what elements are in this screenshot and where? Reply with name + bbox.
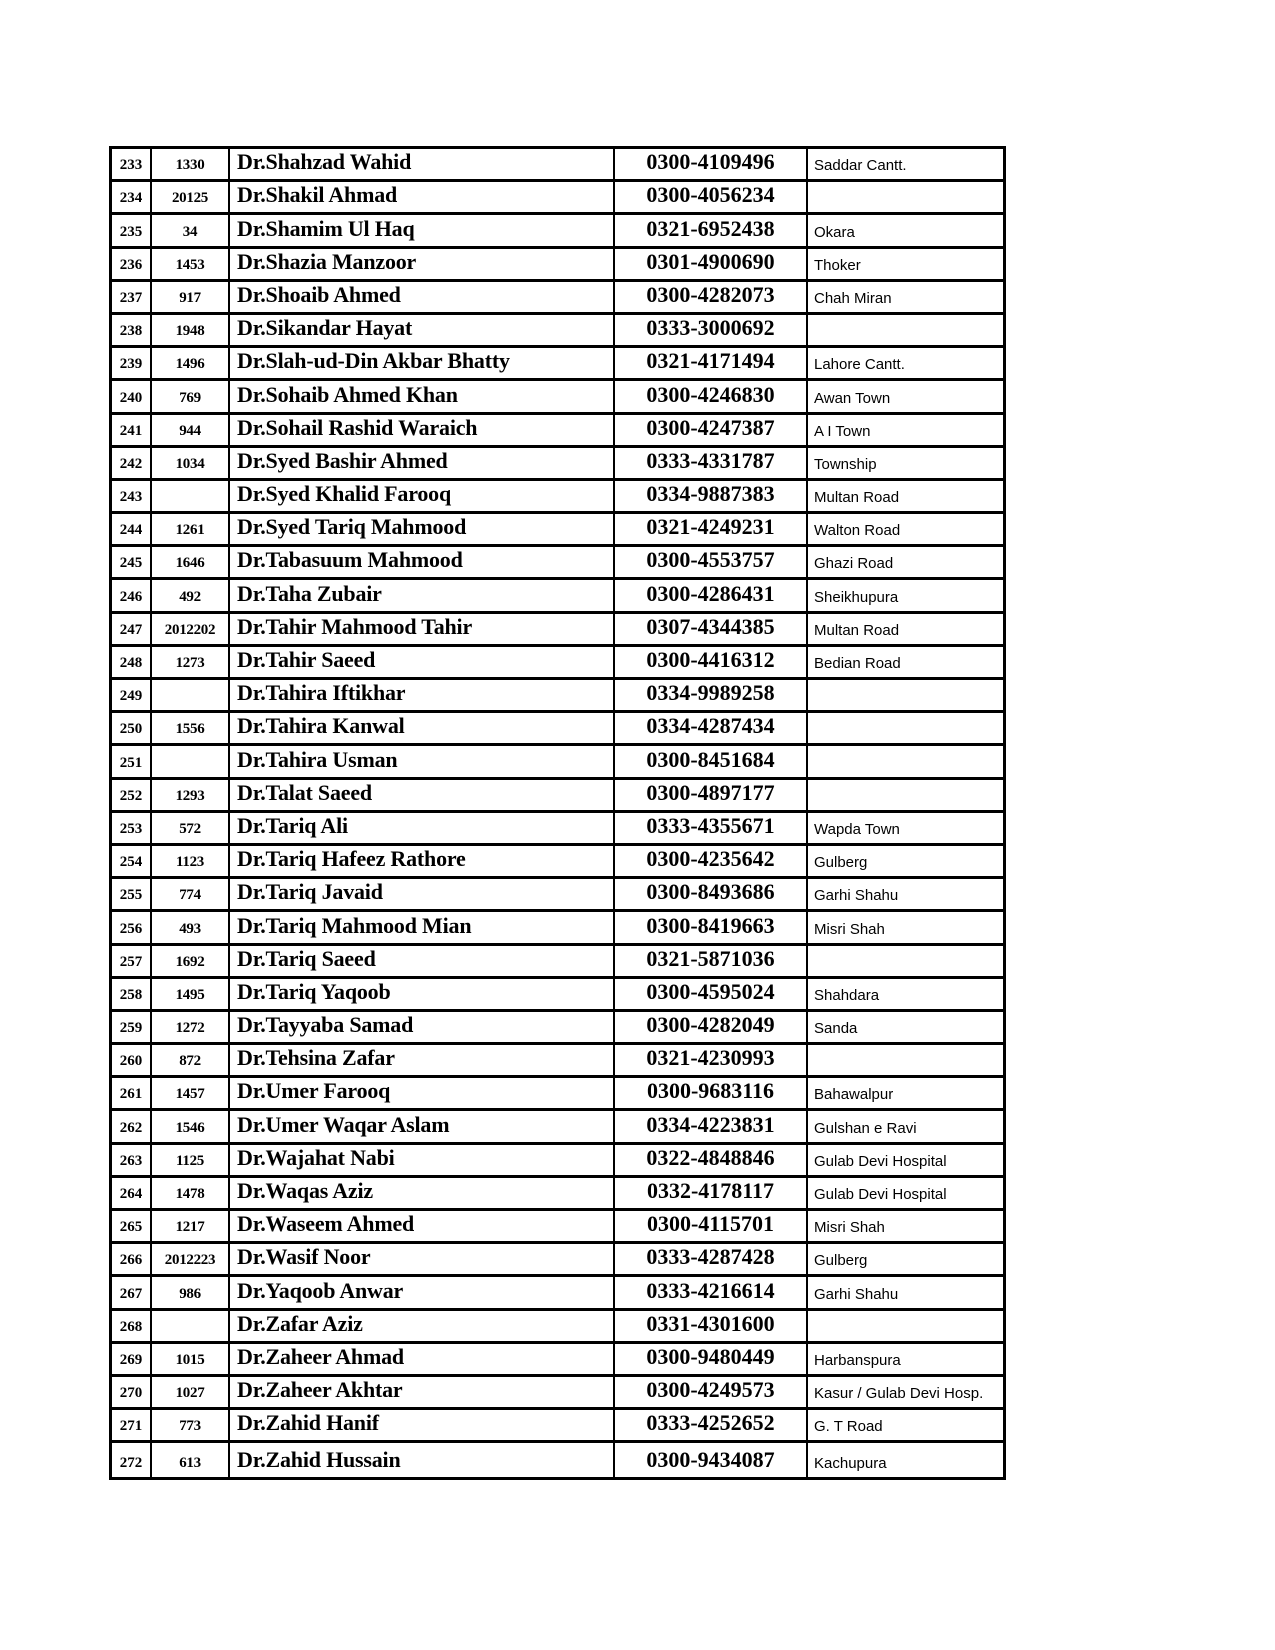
serial-number-cell: 265 — [112, 1211, 152, 1244]
phone-number-cell: 0300-4282049 — [615, 1012, 808, 1045]
registration-id-cell: 493 — [152, 912, 230, 945]
registration-id-cell: 1217 — [152, 1211, 230, 1244]
location-cell: Shahdara — [808, 979, 1003, 1012]
location-cell — [808, 315, 1003, 348]
serial-number-cell: 264 — [112, 1178, 152, 1211]
location-cell: Gulberg — [808, 846, 1003, 879]
phone-number-cell: 0300-4246830 — [615, 381, 808, 414]
serial-number-cell: 236 — [112, 249, 152, 282]
table-row — [112, 946, 1003, 979]
location-cell: Harbanspura — [808, 1344, 1003, 1377]
phone-number-cell: 0332-4178117 — [615, 1178, 808, 1211]
serial-number-cell: 233 — [112, 149, 152, 182]
location-cell: Awan Town — [808, 381, 1003, 414]
registration-id-cell: 492 — [152, 580, 230, 613]
registration-id-cell: 613 — [152, 1443, 230, 1476]
doctor-name-cell: Dr.Zahid Hanif — [230, 1410, 615, 1443]
table-row — [112, 680, 1003, 713]
table-row — [112, 614, 1003, 647]
table-row — [112, 1311, 1003, 1344]
registration-id-cell: 20125 — [152, 182, 230, 215]
registration-id-cell: 1272 — [152, 1012, 230, 1045]
doctor-name-cell: Dr.Umer Farooq — [230, 1078, 615, 1111]
location-cell — [808, 713, 1003, 746]
registration-id-cell: 2012223 — [152, 1244, 230, 1277]
registration-id-cell: 1948 — [152, 315, 230, 348]
table-row — [112, 1145, 1003, 1178]
phone-number-cell: 0333-4331787 — [615, 448, 808, 481]
doctor-name-cell: Dr.Umer Waqar Aslam — [230, 1111, 615, 1144]
registration-id-cell: 34 — [152, 215, 230, 248]
registration-id-cell: 1453 — [152, 249, 230, 282]
table-row — [112, 249, 1003, 282]
doctor-name-cell: Dr.Syed Khalid Farooq — [230, 481, 615, 514]
location-cell: Township — [808, 448, 1003, 481]
serial-number-cell: 238 — [112, 315, 152, 348]
phone-number-cell: 0321-6952438 — [615, 215, 808, 248]
doctor-name-cell: Dr.Sohaib Ahmed Khan — [230, 381, 615, 414]
serial-number-cell: 256 — [112, 912, 152, 945]
location-cell — [808, 946, 1003, 979]
serial-number-cell: 263 — [112, 1145, 152, 1178]
doctor-name-cell: Dr.Tariq Saeed — [230, 946, 615, 979]
location-cell: Sanda — [808, 1012, 1003, 1045]
phone-number-cell: 0333-4355671 — [615, 813, 808, 846]
serial-number-cell: 254 — [112, 846, 152, 879]
phone-number-cell: 0300-4249573 — [615, 1377, 808, 1410]
doctor-name-cell: Dr.Waqas Aziz — [230, 1178, 615, 1211]
phone-number-cell: 0300-4416312 — [615, 647, 808, 680]
registration-id-cell: 1646 — [152, 547, 230, 580]
location-cell: Gulshan e Ravi — [808, 1111, 1003, 1144]
phone-number-cell: 0300-4115701 — [615, 1211, 808, 1244]
registration-id-cell: 572 — [152, 813, 230, 846]
registration-id-cell — [152, 680, 230, 713]
phone-number-cell: 0300-4056234 — [615, 182, 808, 215]
registration-id-cell: 1293 — [152, 780, 230, 813]
phone-number-cell: 0307-4344385 — [615, 614, 808, 647]
serial-number-cell: 245 — [112, 547, 152, 580]
phone-number-cell: 0300-4897177 — [615, 780, 808, 813]
doctor-name-cell: Dr.Zaheer Akhtar — [230, 1377, 615, 1410]
table-row — [112, 1012, 1003, 1045]
registration-id-cell: 1123 — [152, 846, 230, 879]
phone-number-cell: 0333-3000692 — [615, 315, 808, 348]
registration-id-cell — [152, 481, 230, 514]
registration-id-cell: 1692 — [152, 946, 230, 979]
registration-id-cell: 1495 — [152, 979, 230, 1012]
phone-number-cell: 0334-4287434 — [615, 713, 808, 746]
serial-number-cell: 246 — [112, 580, 152, 613]
serial-number-cell: 261 — [112, 1078, 152, 1111]
location-cell: Misri Shah — [808, 1211, 1003, 1244]
phone-number-cell: 0334-9887383 — [615, 481, 808, 514]
doctors-contact-table — [109, 146, 1006, 1480]
phone-number-cell: 0331-4301600 — [615, 1311, 808, 1344]
registration-id-cell: 1027 — [152, 1377, 230, 1410]
serial-number-cell: 251 — [112, 746, 152, 779]
table-row — [112, 215, 1003, 248]
doctor-name-cell: Dr.Tehsina Zafar — [230, 1045, 615, 1078]
table-row — [112, 713, 1003, 746]
table-row — [112, 415, 1003, 448]
table-row — [112, 846, 1003, 879]
phone-number-cell: 0334-9989258 — [615, 680, 808, 713]
serial-number-cell: 235 — [112, 215, 152, 248]
doctor-name-cell: Dr.Tahira Kanwal — [230, 713, 615, 746]
serial-number-cell: 266 — [112, 1244, 152, 1277]
location-cell: Gulab Devi Hospital — [808, 1178, 1003, 1211]
table-row — [112, 182, 1003, 215]
location-cell: Lahore Cantt. — [808, 348, 1003, 381]
registration-id-cell: 1330 — [152, 149, 230, 182]
serial-number-cell: 269 — [112, 1344, 152, 1377]
phone-number-cell: 0300-4286431 — [615, 580, 808, 613]
serial-number-cell: 272 — [112, 1443, 152, 1476]
registration-id-cell: 769 — [152, 381, 230, 414]
doctor-name-cell: Dr.Syed Bashir Ahmed — [230, 448, 615, 481]
location-cell — [808, 746, 1003, 779]
registration-id-cell: 1015 — [152, 1344, 230, 1377]
phone-number-cell: 0333-4252652 — [615, 1410, 808, 1443]
serial-number-cell: 240 — [112, 381, 152, 414]
doctor-name-cell: Dr.Talat Saeed — [230, 780, 615, 813]
table-row — [112, 381, 1003, 414]
doctor-name-cell: Dr.Wajahat Nabi — [230, 1145, 615, 1178]
table-row — [112, 1443, 1003, 1476]
doctor-name-cell: Dr.Tariq Mahmood Mian — [230, 912, 615, 945]
serial-number-cell: 239 — [112, 348, 152, 381]
serial-number-cell: 244 — [112, 514, 152, 547]
table-row — [112, 1045, 1003, 1078]
phone-number-cell: 0300-4595024 — [615, 979, 808, 1012]
serial-number-cell: 243 — [112, 481, 152, 514]
registration-id-cell: 986 — [152, 1277, 230, 1310]
location-cell: Garhi Shahu — [808, 1277, 1003, 1310]
location-cell: Multan Road — [808, 614, 1003, 647]
registration-id-cell: 1496 — [152, 348, 230, 381]
serial-number-cell: 268 — [112, 1311, 152, 1344]
table-row — [112, 580, 1003, 613]
table-row — [112, 1211, 1003, 1244]
serial-number-cell: 270 — [112, 1377, 152, 1410]
registration-id-cell: 773 — [152, 1410, 230, 1443]
location-cell: Chah Miran — [808, 282, 1003, 315]
serial-number-cell: 260 — [112, 1045, 152, 1078]
doctor-name-cell: Dr.Tariq Javaid — [230, 879, 615, 912]
table-row — [112, 1410, 1003, 1443]
phone-number-cell: 0300-9434087 — [615, 1443, 808, 1476]
serial-number-cell: 247 — [112, 614, 152, 647]
table-row — [112, 149, 1003, 182]
serial-number-cell: 252 — [112, 780, 152, 813]
serial-number-cell: 267 — [112, 1277, 152, 1310]
serial-number-cell: 234 — [112, 182, 152, 215]
doctor-name-cell: Dr.Tariq Hafeez Rathore — [230, 846, 615, 879]
table-row — [112, 547, 1003, 580]
table-row — [112, 348, 1003, 381]
serial-number-cell: 271 — [112, 1410, 152, 1443]
serial-number-cell: 258 — [112, 979, 152, 1012]
phone-number-cell: 0333-4216614 — [615, 1277, 808, 1310]
serial-number-cell: 253 — [112, 813, 152, 846]
doctor-name-cell: Dr.Tahir Saeed — [230, 647, 615, 680]
location-cell: G. T Road — [808, 1410, 1003, 1443]
location-cell: Misri Shah — [808, 912, 1003, 945]
serial-number-cell: 250 — [112, 713, 152, 746]
phone-number-cell: 0321-4249231 — [615, 514, 808, 547]
registration-id-cell: 872 — [152, 1045, 230, 1078]
table-row — [112, 1377, 1003, 1410]
doctor-name-cell: Dr.Syed Tariq Mahmood — [230, 514, 615, 547]
location-cell — [808, 182, 1003, 215]
phone-number-cell: 0301-4900690 — [615, 249, 808, 282]
table-row — [112, 912, 1003, 945]
registration-id-cell: 944 — [152, 415, 230, 448]
doctor-name-cell: Dr.Slah-ud-Din Akbar Bhatty — [230, 348, 615, 381]
registration-id-cell — [152, 746, 230, 779]
table-row — [112, 647, 1003, 680]
table-row — [112, 1111, 1003, 1144]
serial-number-cell: 242 — [112, 448, 152, 481]
registration-id-cell — [152, 1311, 230, 1344]
registration-id-cell: 1034 — [152, 448, 230, 481]
table-row — [112, 1178, 1003, 1211]
doctor-name-cell: Dr.Shamim Ul Haq — [230, 215, 615, 248]
table-row — [112, 780, 1003, 813]
registration-id-cell: 1125 — [152, 1145, 230, 1178]
location-cell: Okara — [808, 215, 1003, 248]
registration-id-cell: 917 — [152, 282, 230, 315]
doctor-name-cell: Dr.Shahzad Wahid — [230, 149, 615, 182]
serial-number-cell: 241 — [112, 415, 152, 448]
registration-id-cell: 1273 — [152, 647, 230, 680]
table-row — [112, 1244, 1003, 1277]
location-cell — [808, 680, 1003, 713]
table-row — [112, 448, 1003, 481]
serial-number-cell: 248 — [112, 647, 152, 680]
phone-number-cell: 0300-8493686 — [615, 879, 808, 912]
phone-number-cell: 0300-8419663 — [615, 912, 808, 945]
doctor-name-cell: Dr.Zahid Hussain — [230, 1443, 615, 1476]
phone-number-cell: 0321-4171494 — [615, 348, 808, 381]
table-row — [112, 514, 1003, 547]
doctor-name-cell: Dr.Shakil Ahmad — [230, 182, 615, 215]
serial-number-cell: 257 — [112, 946, 152, 979]
location-cell: Sheikhupura — [808, 580, 1003, 613]
doctor-name-cell: Dr.Tayyaba Samad — [230, 1012, 615, 1045]
location-cell — [808, 780, 1003, 813]
location-cell: Kasur / Gulab Devi Hosp. — [808, 1377, 1003, 1410]
serial-number-cell: 259 — [112, 1012, 152, 1045]
registration-id-cell: 774 — [152, 879, 230, 912]
table-row — [112, 282, 1003, 315]
registration-id-cell: 1556 — [152, 713, 230, 746]
table-row — [112, 813, 1003, 846]
phone-number-cell: 0300-4109496 — [615, 149, 808, 182]
phone-number-cell: 0322-4848846 — [615, 1145, 808, 1178]
table-row — [112, 481, 1003, 514]
location-cell — [808, 1311, 1003, 1344]
registration-id-cell: 1478 — [152, 1178, 230, 1211]
table-row — [112, 746, 1003, 779]
registration-id-cell: 1261 — [152, 514, 230, 547]
table-row — [112, 879, 1003, 912]
phone-number-cell: 0300-4235642 — [615, 846, 808, 879]
location-cell: Gulberg — [808, 1244, 1003, 1277]
location-cell: A I Town — [808, 415, 1003, 448]
doctor-name-cell: Dr.Tariq Ali — [230, 813, 615, 846]
doctor-name-cell: Dr.Sohail Rashid Waraich — [230, 415, 615, 448]
phone-number-cell: 0300-9683116 — [615, 1078, 808, 1111]
phone-number-cell: 0300-4282073 — [615, 282, 808, 315]
phone-number-cell: 0334-4223831 — [615, 1111, 808, 1144]
doctor-name-cell: Dr.Wasif Noor — [230, 1244, 615, 1277]
table-row — [112, 979, 1003, 1012]
doctor-name-cell: Dr.Tariq Yaqoob — [230, 979, 615, 1012]
doctor-name-cell: Dr.Shoaib Ahmed — [230, 282, 615, 315]
doctor-name-cell: Dr.Tahira Usman — [230, 746, 615, 779]
location-cell — [808, 1045, 1003, 1078]
table-row — [112, 1078, 1003, 1111]
table-row — [112, 315, 1003, 348]
doctor-name-cell: Dr.Zaheer Ahmad — [230, 1344, 615, 1377]
registration-id-cell: 2012202 — [152, 614, 230, 647]
phone-number-cell: 0300-4553757 — [615, 547, 808, 580]
location-cell: Ghazi Road — [808, 547, 1003, 580]
registration-id-cell: 1457 — [152, 1078, 230, 1111]
location-cell: Bedian Road — [808, 647, 1003, 680]
serial-number-cell: 255 — [112, 879, 152, 912]
doctor-name-cell: Dr.Waseem Ahmed — [230, 1211, 615, 1244]
location-cell: Thoker — [808, 249, 1003, 282]
registration-id-cell: 1546 — [152, 1111, 230, 1144]
location-cell: Garhi Shahu — [808, 879, 1003, 912]
phone-number-cell: 0321-5871036 — [615, 946, 808, 979]
doctor-name-cell: Dr.Tahira Iftikhar — [230, 680, 615, 713]
phone-number-cell: 0300-8451684 — [615, 746, 808, 779]
location-cell: Bahawalpur — [808, 1078, 1003, 1111]
doctor-name-cell: Dr.Taha Zubair — [230, 580, 615, 613]
serial-number-cell: 249 — [112, 680, 152, 713]
location-cell: Multan Road — [808, 481, 1003, 514]
location-cell: Walton Road — [808, 514, 1003, 547]
doctor-name-cell: Dr.Yaqoob Anwar — [230, 1277, 615, 1310]
phone-number-cell: 0300-4247387 — [615, 415, 808, 448]
location-cell: Wapda Town — [808, 813, 1003, 846]
location-cell: Gulab Devi Hospital — [808, 1145, 1003, 1178]
phone-number-cell: 0321-4230993 — [615, 1045, 808, 1078]
doctor-name-cell: Dr.Shazia Manzoor — [230, 249, 615, 282]
table-row — [112, 1277, 1003, 1310]
doctor-name-cell: Dr.Zafar Aziz — [230, 1311, 615, 1344]
serial-number-cell: 237 — [112, 282, 152, 315]
table-row — [112, 1344, 1003, 1377]
serial-number-cell: 262 — [112, 1111, 152, 1144]
doctor-name-cell: Dr.Sikandar Hayat — [230, 315, 615, 348]
doctor-name-cell: Dr.Tahir Mahmood Tahir — [230, 614, 615, 647]
location-cell: Kachupura — [814, 1454, 887, 1472]
doctor-name-cell: Dr.Tabasuum Mahmood — [230, 547, 615, 580]
phone-number-cell: 0300-9480449 — [615, 1344, 808, 1377]
phone-number-cell: 0333-4287428 — [615, 1244, 808, 1277]
location-cell: Saddar Cantt. — [808, 149, 1003, 182]
